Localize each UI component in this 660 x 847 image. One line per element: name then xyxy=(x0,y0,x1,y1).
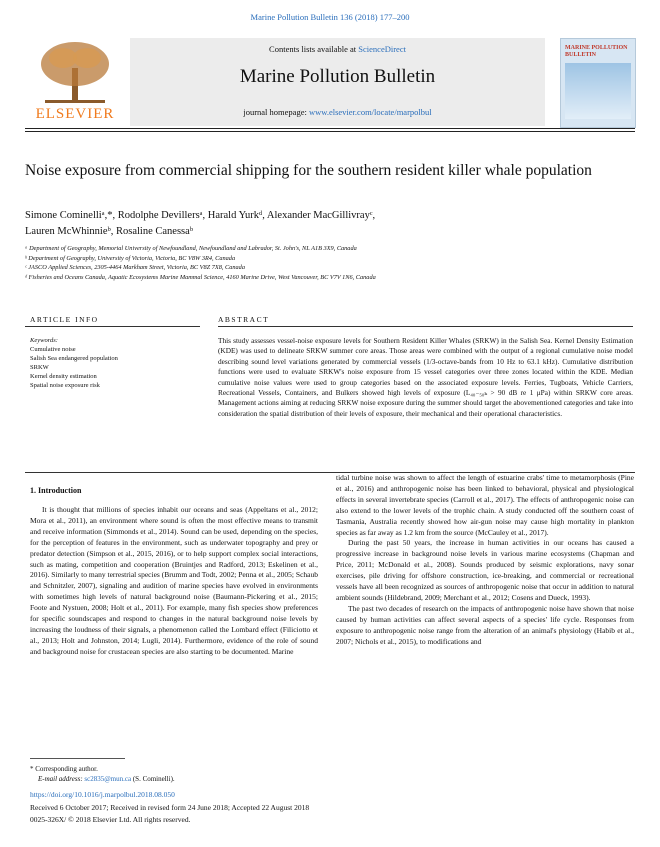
abstract-rule xyxy=(218,326,633,327)
header-divider xyxy=(25,128,635,129)
section-heading-introduction: 1. Introduction xyxy=(30,486,82,495)
body-column-left xyxy=(30,505,318,658)
keyword: Kernel density estimation xyxy=(30,373,97,380)
affiliations xyxy=(25,244,635,282)
article-info-heading: ARTICLE INFO xyxy=(30,315,99,324)
keywords-label: Keywords: xyxy=(30,337,58,344)
email-line xyxy=(30,774,330,784)
keywords-block xyxy=(30,336,200,390)
contents-line xyxy=(130,44,545,54)
affiliation-d: ᵈ Fisheries and Oceans Canada, Aquatic Ecosystems Marine Mammal Science, 4160 Marine Drive, West Vancouver, BC V7V 1N6, Canada xyxy=(25,273,376,281)
keyword: Spatial noise exposure risk xyxy=(30,382,100,389)
journal-cover[interactable] xyxy=(560,38,636,128)
abstract-heading: ABSTRACT xyxy=(218,315,270,324)
copyright-line: 0025-326X/ © 2018 Elsevier Ltd. All rights reserved. xyxy=(30,815,191,824)
keyword: SRKW xyxy=(30,364,49,371)
doi-link[interactable]: https://doi.org/10.1016/j.marpolbul.2018.08.050 xyxy=(30,790,175,799)
header-divider-2 xyxy=(25,131,635,132)
body-paragraph: The past two decades of research on the impacts of anthropogenic noise have shown that noise caused by human activities can affect several aspects of a species' life cycle. Responses from exposure to anthropogenic noise range from the alteration of an animal's physiology (Habib et al., 2007; Nichols et al., 2015), to modifications and xyxy=(336,603,634,646)
email-suffix: (S. Cominelli). xyxy=(131,775,175,783)
article-info-rule xyxy=(25,326,200,327)
authors-line-1[interactable]: Simone Cominelliᵃ,*, Rodolphe Devillersᵃ, Harald Yurkᵈ, Alexander MacGillivrayᶜ, xyxy=(25,210,376,221)
cover-title: MARINE POLLUTION BULLETIN xyxy=(565,45,628,58)
contents-prefix: Contents lists available at xyxy=(269,44,359,54)
body-paragraph: tidal turbine noise was shown to affect the length of estuarine crabs' time to metamorphosis (Pine et al., 2016) and anthropogenic noise has been linked to behavioral, physical and physiological effects in several invertebrate species (Carroll et al., 2017). The effects of anthropogenic noise can also extend to the lower levels of the trophic chain. A study conducted off the southern coast of Tasmania, Australia recently showed how air-gun noise may cause high mortality in plankton species as far away as 1.2 km from the source (McCauley et al., 2017). xyxy=(336,473,634,537)
abstract-text: This study assesses vessel-noise exposure levels for Southern Resident Killer Whales (SRKW) in the Salish Sea. Kernel Density Estimation (KDE) was used to delineate SRKW summer core areas. Those areas were combined with the output of a regional cumulative noise model describing sound level variations generated by commercial vessels (1/3-octave-bands from 10 Hz to 63.1 kHz). Cumulative distribution functions were used to evaluate SRKW's noise exposure from 15 vessel categories over three zones located within the KDE. Median cumulative noise values were used to group categories based on the associated exposure levels. Ferries, Tugboats, Vehicle Carriers, Recreational Vessels, Containers, and Bulkers showed high levels of exposure (L₄₀₋₅₀ₖ > 90 dB re 1 μPa) within SRKW core areas. Management actions aiming at reducing SRKW noise exposure during the summer should target the abovementioned categories and take into consideration the spatial distribution of their levels of exposure, their mechanical and their operational characteristics. xyxy=(218,336,633,418)
journal-reference[interactable]: Marine Pollution Bulletin 136 (2018) 177–200 xyxy=(250,12,410,22)
author-list xyxy=(25,208,635,240)
homepage-line xyxy=(130,107,545,117)
email-label: E-mail address: xyxy=(38,775,85,783)
homepage-prefix: journal homepage: xyxy=(243,107,309,117)
keyword: Cumulative noise xyxy=(30,346,76,353)
affiliation-c: ᶜ JASCO Applied Sciences, 2305-4464 Markham Street, Victoria, BC V8Z 7X8, Canada xyxy=(25,264,245,271)
received-dates: Received 6 October 2017; Received in revised form 24 June 2018; Accepted 22 August 2018 xyxy=(30,803,310,812)
sciencedirect-link[interactable]: ScienceDirect xyxy=(358,44,406,54)
keyword: Salish Sea endangered population xyxy=(30,355,118,362)
body-paragraph: It is thought that millions of species inhabit our oceans and seas (Appeltans et al., 2012; Mora et al., 2011), an environment where sound is often the most effective means to transmit and receive information (Simmonds et al., 2014). Sound can be used, depending on the species, for the perception of features in the environment, such as underwater topography and prey or predator detection (Simpson et al., 2015, 2016), or to help support complex social interactions, such as mating, competition and cooperation (Bruintjes and Radford, 2013; Eskelinen et al., 2016). Similarly to many terrestrial species (Brumm and Todt, 2002; Penna et al., 2005; Schaub and Schnitzler, 2007), signaling and audition of marine species have evolved in environments with sometimes high levels of natural background noise (Baumann-Pickering et al., 2015; Foote and Nystuen, 2008; Holt et al., 2011). For example, many fish species show preferences for specific soundscapes and respond to changes in the natural background noise levels by increasing the loudness of their signals, a phenomenon called the Lombard effect (Filiciotto et al., 2013; Holt and Johnston, 2014; Lugli, 2014). Furthermore, evidence of the role of sound and background noise for crustacean species are also starting to be documented. Marine xyxy=(30,505,318,656)
publisher-name: ELSEVIER xyxy=(35,106,115,122)
footnote xyxy=(30,764,330,784)
homepage-link[interactable]: www.elsevier.com/locate/marpolbul xyxy=(308,107,432,117)
authors-line-2[interactable]: Lauren McWhinnieᵇ, Rosaline Canessaᵇ xyxy=(25,226,194,237)
affiliation-b: ᵇ Department of Geography, University of Victoria, Victoria, BC V8W 3R4, Canada xyxy=(25,254,236,262)
cover-image xyxy=(565,63,631,119)
body-paragraph: During the past 50 years, the increase in human activities in our oceans has caused a progressive increase in background noise levels in various marine ecosystems (Chapman and Price, 2011; McDonald et al., 2008). Sounds produced by seismic explorations, navy sonar exercises, pile driving for offshore construction, ice-breaking, and commercial or recreational vessels have all been recognized as sources of anthropogenic noise that occur in addition to natural ambient sounds (Hildebrand, 2009; Merchant et al., 2012; Cosens and Dueck, 1993). xyxy=(336,538,634,602)
elsevier-tree-icon xyxy=(25,38,125,106)
footnote-rule xyxy=(30,758,125,759)
article-title: Noise exposure from commercial shipping for the southern resident killer whale population xyxy=(25,162,592,179)
corresponding-author-note: * Corresponding author. xyxy=(30,765,98,773)
body-column-right xyxy=(336,473,634,648)
email-link[interactable]: sc2835@mun.ca xyxy=(84,775,132,783)
journal-name: Marine Pollution Bulletin xyxy=(239,66,436,87)
affiliation-a: ᵃ Department of Geography, Memorial University of Newfoundland, Newfoundland and Labrador, St. John's, NL A1B 3X9, Canada xyxy=(25,245,357,252)
